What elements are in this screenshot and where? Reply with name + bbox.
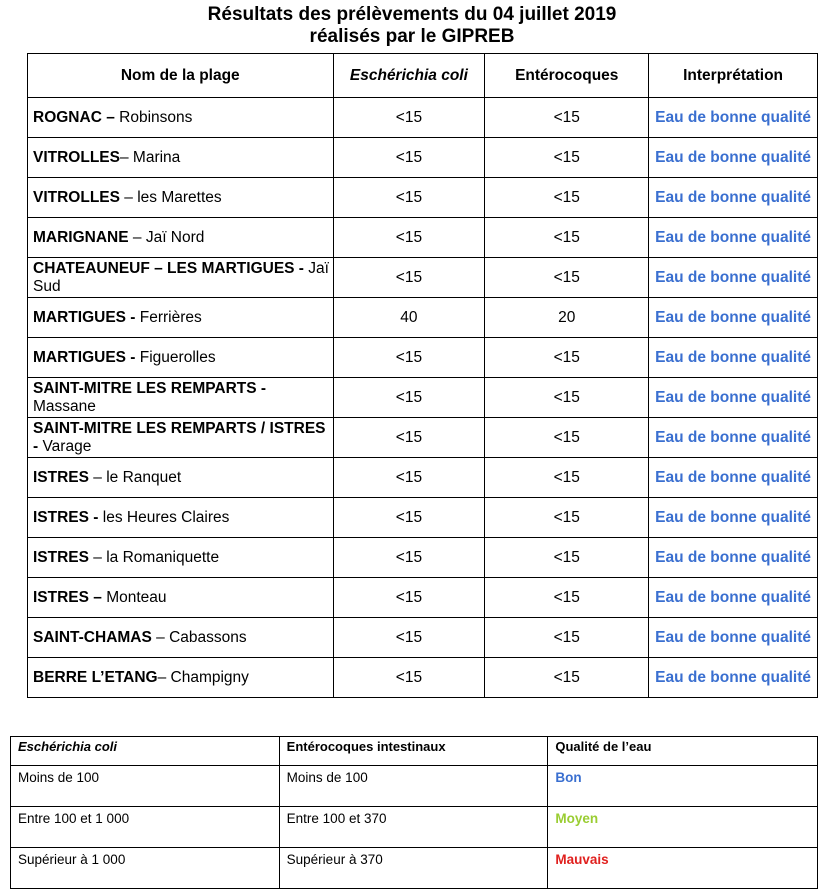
header-beach-name: Nom de la plage: [28, 54, 334, 98]
legend-header-row: [11, 737, 818, 766]
beach-name: VITROLLES– Marina: [28, 138, 334, 178]
ecoli-value: <15: [333, 458, 485, 498]
enterococci-value: <15: [485, 138, 649, 178]
interpretation-value: Eau de bonne qualité: [649, 378, 818, 418]
ecoli-value: <15: [333, 538, 485, 578]
table-row: [28, 138, 818, 178]
ecoli-value: <15: [333, 378, 485, 418]
legend-enterococci-threshold: Entre 100 et 370: [279, 807, 548, 848]
ecoli-value: <15: [333, 418, 485, 458]
interpretation-value: Eau de bonne qualité: [649, 98, 818, 138]
document-title: [0, 4, 824, 48]
enterococci-value: 20: [485, 298, 649, 338]
legend-ecoli-threshold: Entre 100 et 1 000: [11, 807, 280, 848]
table-row: [28, 298, 818, 338]
interpretation-value: Eau de bonne qualité: [649, 338, 818, 378]
table-row: [28, 98, 818, 138]
table-row: [28, 658, 818, 698]
enterococci-value: <15: [485, 458, 649, 498]
legend-row: [11, 807, 818, 848]
ecoli-value: <15: [333, 218, 485, 258]
interpretation-value: Eau de bonne qualité: [649, 458, 818, 498]
legend-header-enterococci: Entérocoques intestinaux: [279, 737, 548, 766]
beach-name: BERRE L’ETANG– Champigny: [28, 658, 334, 698]
interpretation-value: Eau de bonne qualité: [649, 538, 818, 578]
interpretation-value: Eau de bonne qualité: [649, 578, 818, 618]
ecoli-value: <15: [333, 98, 485, 138]
interpretation-value: Eau de bonne qualité: [649, 418, 818, 458]
header-interpretation: Interprétation: [649, 54, 818, 98]
enterococci-value: <15: [485, 338, 649, 378]
beach-name: SAINT-MITRE LES REMPARTS / ISTRES - Varage: [28, 418, 334, 458]
legend-ecoli-threshold: Supérieur à 1 000: [11, 848, 280, 889]
ecoli-value: <15: [333, 338, 485, 378]
ecoli-value: <15: [333, 498, 485, 538]
enterococci-value: <15: [485, 658, 649, 698]
table-row: [28, 338, 818, 378]
ecoli-value: <15: [333, 618, 485, 658]
legend-header-ecoli: Eschérichia coli: [11, 737, 280, 766]
beach-name: ISTRES – le Ranquet: [28, 458, 334, 498]
table-row: [28, 258, 818, 298]
legend-quality-medium: Moyen: [548, 807, 818, 848]
table-row: [28, 378, 818, 418]
interpretation-value: Eau de bonne qualité: [649, 178, 818, 218]
ecoli-value: 40: [333, 298, 485, 338]
enterococci-value: <15: [485, 498, 649, 538]
ecoli-value: <15: [333, 138, 485, 178]
enterococci-value: <15: [485, 378, 649, 418]
beach-name: ISTRES – Monteau: [28, 578, 334, 618]
beach-name: MARIGNANE – Jaï Nord: [28, 218, 334, 258]
enterococci-value: <15: [485, 538, 649, 578]
table-row: [28, 218, 818, 258]
table-row: [28, 498, 818, 538]
title-line-2: réalisés par le GIPREB: [309, 26, 515, 47]
legend-enterococci-threshold: Supérieur à 370: [279, 848, 548, 889]
beach-name: MARTIGUES - Figuerolles: [28, 338, 334, 378]
results-header-row: [28, 54, 818, 98]
legend-row: [11, 848, 818, 889]
beach-name: SAINT-MITRE LES REMPARTS - Massane: [28, 378, 334, 418]
interpretation-value: Eau de bonne qualité: [649, 618, 818, 658]
ecoli-value: <15: [333, 178, 485, 218]
interpretation-value: Eau de bonne qualité: [649, 138, 818, 178]
table-row: [28, 178, 818, 218]
enterococci-value: <15: [485, 618, 649, 658]
table-row: [28, 418, 818, 458]
ecoli-value: <15: [333, 578, 485, 618]
title-line-1: Résultats des prélèvements du 04 juillet 2019: [207, 4, 617, 25]
ecoli-value: <15: [333, 658, 485, 698]
interpretation-value: Eau de bonne qualité: [649, 298, 818, 338]
enterococci-value: <15: [485, 418, 649, 458]
legend-row: [11, 766, 818, 807]
beach-name: VITROLLES – les Marettes: [28, 178, 334, 218]
legend-header-quality: Qualité de l’eau: [548, 737, 818, 766]
enterococci-value: <15: [485, 258, 649, 298]
header-enterococci: Entérocoques: [485, 54, 649, 98]
table-row: [28, 618, 818, 658]
beach-name: ROGNAC – Robinsons: [28, 98, 334, 138]
interpretation-value: Eau de bonne qualité: [649, 218, 818, 258]
ecoli-value: <15: [333, 258, 485, 298]
beach-name: SAINT-CHAMAS – Cabassons: [28, 618, 334, 658]
interpretation-value: Eau de bonne qualité: [649, 258, 818, 298]
beach-name: ISTRES – la Romaniquette: [28, 538, 334, 578]
beach-name: CHATEAUNEUF – LES MARTIGUES - Jaï Sud: [28, 258, 334, 298]
legend-quality-bad: Mauvais: [548, 848, 818, 889]
legend-table: [10, 736, 818, 889]
header-ecoli: Eschérichia coli: [333, 54, 485, 98]
legend-enterococci-threshold: Moins de 100: [279, 766, 548, 807]
beach-name: MARTIGUES - Ferrières: [28, 298, 334, 338]
enterococci-value: <15: [485, 218, 649, 258]
enterococci-value: <15: [485, 98, 649, 138]
results-table: [27, 53, 818, 698]
legend-ecoli-threshold: Moins de 100: [11, 766, 280, 807]
interpretation-value: Eau de bonne qualité: [649, 658, 818, 698]
enterococci-value: <15: [485, 578, 649, 618]
table-row: [28, 578, 818, 618]
interpretation-value: Eau de bonne qualité: [649, 498, 818, 538]
enterococci-value: <15: [485, 178, 649, 218]
beach-name: ISTRES - les Heures Claires: [28, 498, 334, 538]
table-row: [28, 538, 818, 578]
table-row: [28, 458, 818, 498]
legend-quality-good: Bon: [548, 766, 818, 807]
